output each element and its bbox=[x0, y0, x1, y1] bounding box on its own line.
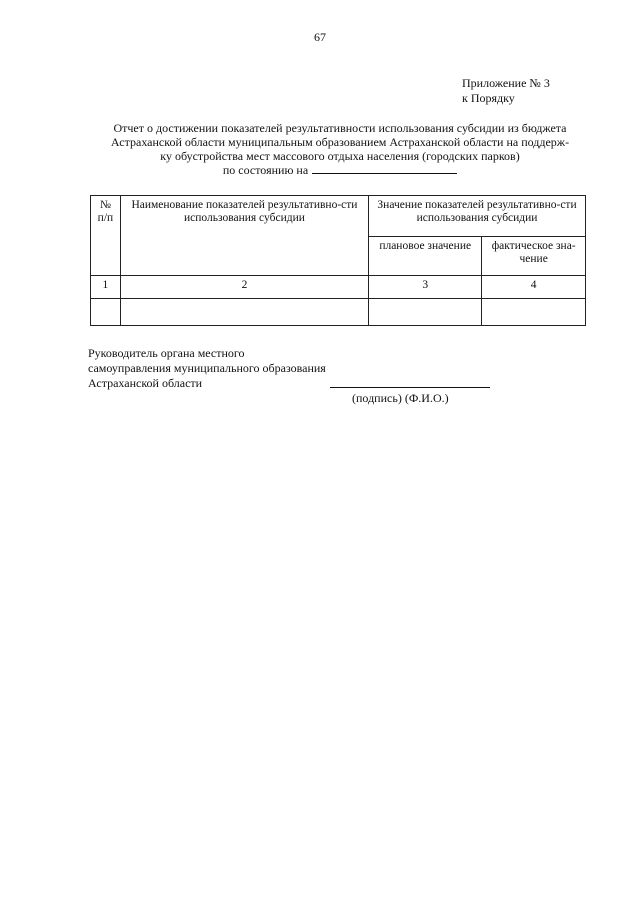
header-actual-value: фактическое зна-чение bbox=[482, 237, 586, 276]
table-cell bbox=[120, 299, 368, 326]
report-title-line-2: Астраханской области муниципальным образованием Астраханской области на поддерж- bbox=[110, 135, 570, 149]
report-title-line-3: ку обустройства мест массового отдыха населения (городских парков) bbox=[160, 149, 520, 163]
table-cell bbox=[482, 299, 586, 326]
report-title bbox=[70, 121, 610, 177]
report-title-line-1: Отчет о достижении показателей результативности использования субсидии из бюджета bbox=[113, 121, 567, 135]
header-indicator-name: Наименование показателей результативно-сти использования субсидии bbox=[120, 196, 368, 276]
appendix-document: к Порядку bbox=[462, 91, 515, 105]
signatory-title-line-3: Астраханской области bbox=[88, 376, 203, 390]
table-cell bbox=[369, 299, 482, 326]
appendix-number: Приложение № 3 bbox=[462, 76, 550, 90]
header-indicator-value: Значение показателей результативно-сти использования субсидии bbox=[369, 196, 586, 237]
index-cell: 2 bbox=[120, 276, 368, 299]
signature-caption: (подпись) (Ф.И.О.) bbox=[352, 391, 449, 405]
table-index-row bbox=[91, 276, 586, 299]
report-date-label: по состоянию на bbox=[222, 163, 309, 177]
appendix-reference bbox=[462, 76, 550, 106]
header-number: № п/п bbox=[91, 196, 121, 276]
index-cell: 4 bbox=[482, 276, 586, 299]
signature-line bbox=[330, 387, 490, 388]
index-cell: 1 bbox=[91, 276, 121, 299]
report-date-blank bbox=[312, 163, 457, 174]
table-header-row bbox=[91, 196, 586, 237]
header-planned-value: плановое значение bbox=[369, 237, 482, 276]
signatory-title-line-1: Руководитель органа местного bbox=[88, 346, 245, 360]
signature-block bbox=[88, 346, 326, 391]
table-row bbox=[91, 299, 586, 326]
table-cell bbox=[91, 299, 121, 326]
report-table bbox=[90, 195, 586, 326]
report-date-line bbox=[70, 163, 610, 177]
index-cell: 3 bbox=[369, 276, 482, 299]
page-number: 67 bbox=[314, 30, 326, 44]
signatory-title-line-2: самоуправления муниципального образования bbox=[88, 361, 326, 375]
